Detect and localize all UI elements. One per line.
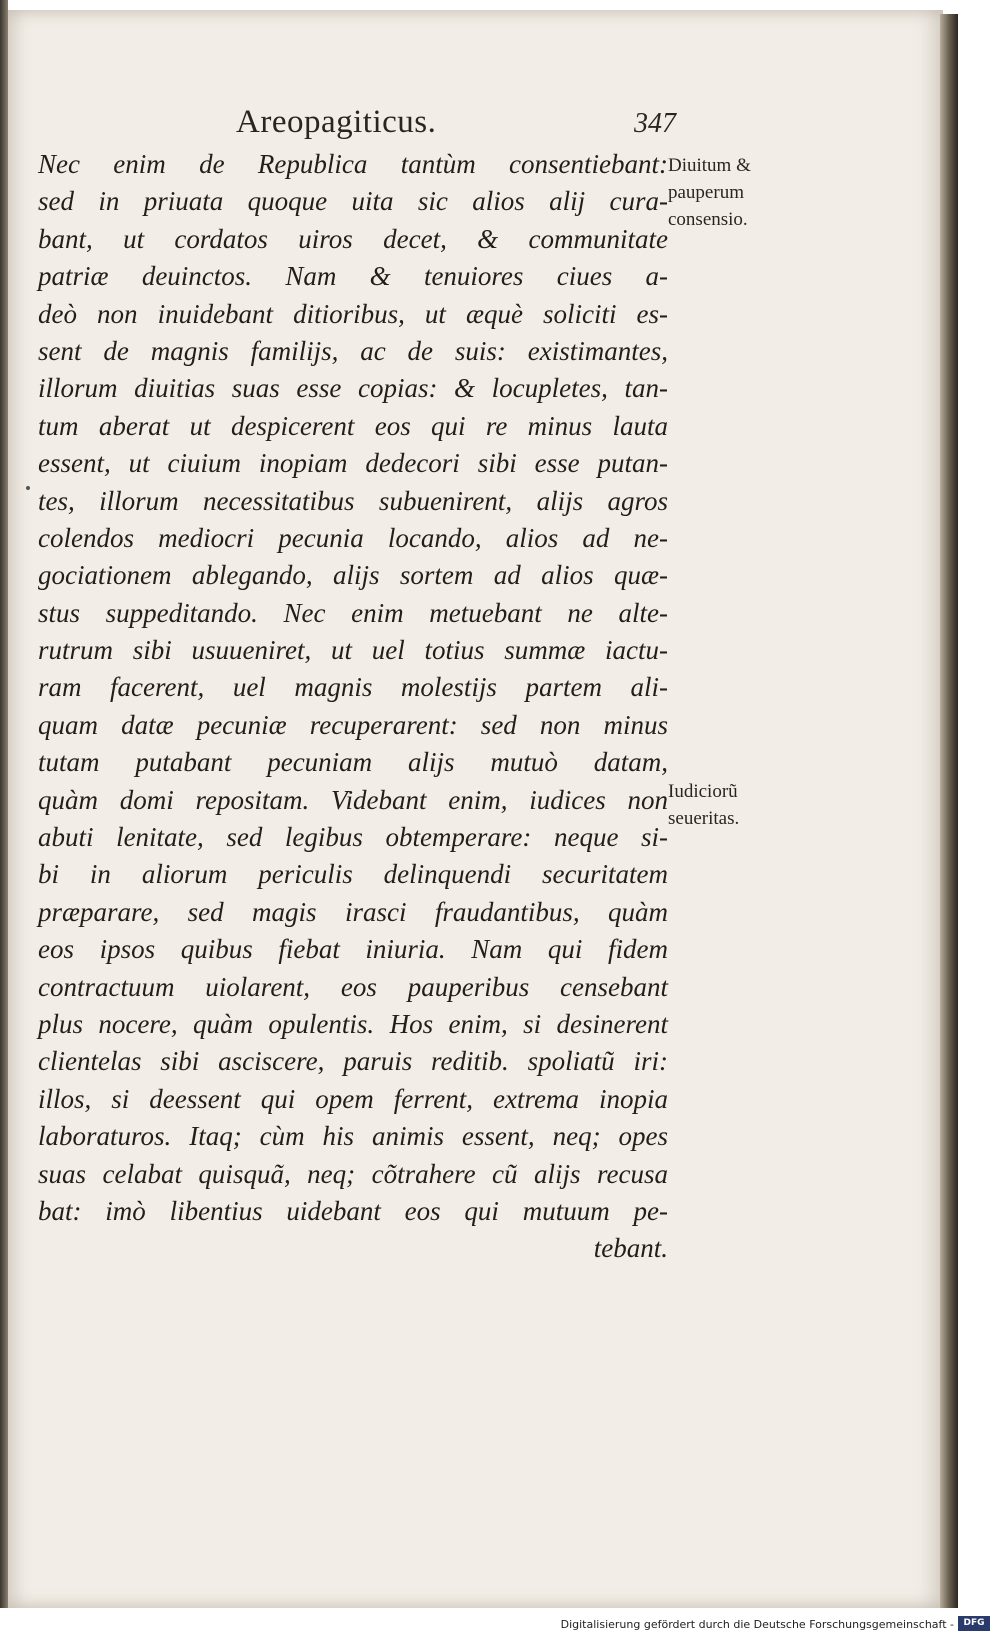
text-line: illorum diuitias suas esse copias: & locupletes, tan- [38,373,668,404]
margin-note-line: consensio. [668,209,748,230]
page-right-edge [940,14,958,1608]
text-line: abuti lenitate, sed legibus obtemperare: neque si- [38,822,668,853]
text-line: colendos mediocri pecunia locando, alios ad ne- [38,522,668,553]
text-line: deò non inuidebant ditioribus, ut æquè soliciti es- [38,298,668,329]
text-line: quam datæ pecuniæ recuperarent: sed non minus [38,709,668,740]
text-line: patriæ deuinctos. Nam & tenuiores ciues a- [38,261,668,292]
text-line: gociationem ablegando, alijs sortem ad alios quæ- [38,560,668,591]
funding-notice: Digitalisierung gefördert durch die Deutsche Forschungsgemeinschaft - [560,1618,954,1631]
text-line: laboraturos. Itaq; cùm his animis essent, neq; opes [38,1121,668,1152]
margin-note-line: Iudiciorũ [668,781,738,802]
text-line: illos, si deessent qui opem ferrent, extrema inopia [38,1083,668,1114]
text-line: præparare, sed magis irasci fraudantibus, quàm [38,896,668,927]
ink-speck [26,486,30,490]
text-line: sent de magnis familijs, ac de suis: existimantes, [38,335,668,366]
scan-left-edge [0,0,8,1608]
text-line: tes, illorum necessitatibus subuenirent, alijs agros [38,485,668,516]
text-line: bi in aliorum periculis delinquendi securitatem [38,859,668,890]
text-line: plus nocere, quàm opulentis. Hos enim, si desinerent [38,1008,668,1039]
text-line: tum aberat ut despicerent eos qui re minus lauta [38,410,668,441]
dfg-logo: DFG [958,1616,990,1631]
text-line: tebant. [593,1233,668,1264]
page-number: 347 [634,108,676,139]
running-title: Areopagiticus. [236,104,437,140]
body-text [38,146,668,1268]
text-line: suas celabat quisquã, neq; cõtrahere cũ alijs recusa [38,1158,668,1189]
text-line: essent, ut ciuium inopiam dedecori sibi esse putan- [38,448,668,479]
text-line: tutam putabant pecuniam alijs mutuò datam, [38,747,668,778]
text-line: contractuum uiolarent, eos pauperibus censebant [38,971,668,1002]
text-line: bant, ut cordatos uiros decet, & communitate [38,223,668,254]
footer-bar [0,1608,1000,1636]
text-line: ram facerent, uel magnis molestijs partem ali- [38,672,668,703]
text-line: Nec enim de Republica tantùm consentiebant: [38,149,668,179]
text-line: stus suppeditando. Nec enim metuebant ne alte- [38,597,668,628]
page-header [236,104,676,148]
margin-note-iudiciorum [668,778,798,832]
margin-note-line: pauperum [668,182,744,203]
text-line: rutrum sibi usuueniret, ut uel totius summæ iactu- [38,635,668,666]
text-line: bat: imò libentius uidebant eos qui mutuum pe- [38,1195,668,1226]
text-line: eos ipsos quibus fiebat iniuria. Nam qui fidem [38,934,668,965]
margin-note-diuitum [668,152,798,233]
margin-note-line: seueritas. [668,808,740,829]
text-line: clientelas sibi asciscere, paruis reditib. spoliatũ iri: [38,1046,668,1077]
text-line: sed in priuata quoque uita sic alios alij cura- [38,186,668,217]
margin-note-line: Diuitum & [668,155,751,176]
text-line: quàm domi repositam. Videbant enim, iudices non [38,784,668,815]
